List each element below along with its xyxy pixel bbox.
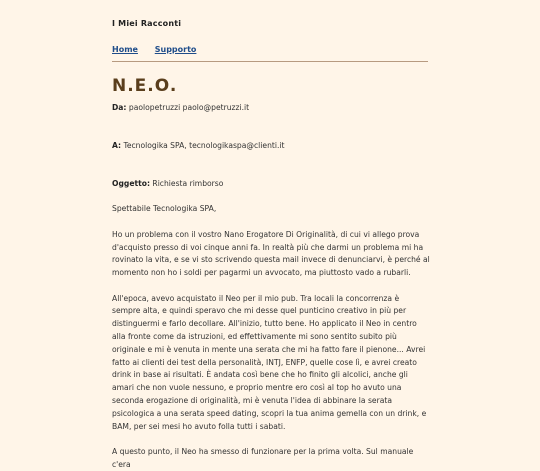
paragraph-3: A questo punto, il Neo ha smesso di funzionare per la prima volta. Sul manuale c'era <box>112 446 414 469</box>
nav-link-home[interactable]: Home <box>112 45 138 54</box>
header-divider <box>112 61 428 62</box>
paragraph-1: Ho un problema con il vostro Nano Erogatore Di Originalità, di cui vi allego prova d'acquisto presso di voi cinque anni fa. In realtà più che darmi un problema mi ha rovinato la vita, e se vi sto scrivendo questa mail invece di denunciarvi, è perché al momento non ho i soldi per pagarmi un avvocato, ma piuttosto vado a rubarli. <box>112 229 430 278</box>
subject-value: Richiesta rimborso <box>152 178 224 188</box>
to-value: Tecnologika SPA, tecnologikaspa@clienti.it <box>123 140 285 150</box>
greeting: Spettabile Tecnologika SPA, <box>112 204 217 214</box>
story-body <box>112 102 430 471</box>
from-label: Da: <box>112 103 127 112</box>
to-label: A: <box>112 140 122 150</box>
nav-link-supporto[interactable]: Supporto <box>154 45 197 54</box>
site-title: I Miei Racconti <box>112 19 182 28</box>
subject-label: Oggetto: <box>112 178 150 188</box>
paragraph-2: All'epoca, avevo acquistato il Neo per il mio pub. Tra locali la concorrenza è sempre alta, e quindi speravo che mi desse quel punticino creativo in più per distinguermi e farlo decollare. All'inizio, tutto bene. Ho applicato il Neo in centro alla fronte come da istruzioni, ed effettivamente mi sono sentito subito più originale e mi è venuta in mente una serata che mi ha fatto fare il pienone... Avrei fatto ai clienti dei test della personalità, INTJ, ENFP, quelle cose lì, e avrei creato drink in base ai risultati. È andata così bene che ho finito gli alcolici, anche gli amari che non vuole nessuno, e proprio mentre ero così al top ho avuto una seconda erogazione di originalità, mi è venuta l'idea di abbinare la serata psicologica a una serata speed dating, scopri la tua anima gemella con un drink, e BAM, per sei mesi ho avuto folla tutti i sabati. <box>112 293 427 431</box>
to-line <box>112 140 430 153</box>
from-value: paolopetruzzi paolo@petruzzi.it <box>128 103 250 112</box>
top-nav <box>112 45 210 54</box>
subject-line <box>112 178 430 191</box>
from-line <box>112 102 430 115</box>
story-title: N.E.O. <box>112 76 178 96</box>
